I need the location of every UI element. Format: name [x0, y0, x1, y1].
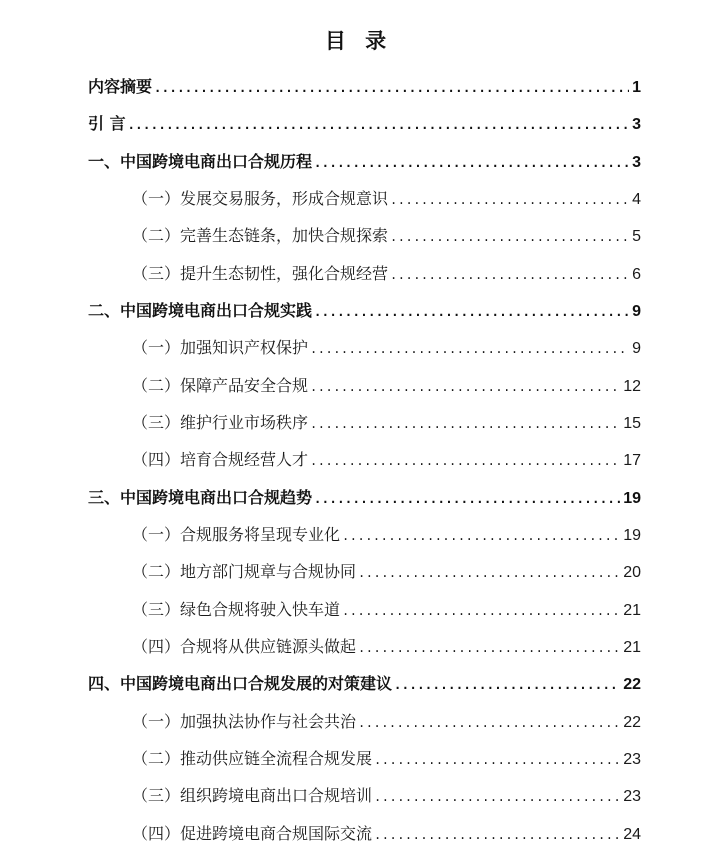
dot-leader [394, 667, 620, 704]
dot-leader [390, 219, 629, 256]
toc-entry-page: 3 [632, 116, 641, 134]
dot-leader [128, 107, 630, 144]
toc-entry-label: （一）发展交易服务，形成合规意识 [132, 188, 389, 208]
toc-entry[interactable] [0, 777, 717, 814]
toc-entry-page: 24 [623, 825, 641, 843]
toc-entry-label: （一）合规服务将呈现专业化 [132, 524, 341, 544]
dot-leader [358, 630, 620, 667]
toc-entry-label: 内容摘要 [88, 77, 153, 96]
toc-entry[interactable] [0, 591, 717, 628]
toc-entry[interactable] [0, 740, 717, 777]
toc-entry-label: （二）地方部门规章与合规协同 [132, 562, 357, 582]
dot-leader [342, 593, 620, 630]
toc-entry[interactable] [0, 553, 717, 590]
toc-entry-page: 23 [623, 750, 641, 768]
toc-entry-page: 22 [623, 676, 641, 694]
toc-entry[interactable] [0, 441, 717, 478]
dot-leader [314, 145, 629, 182]
toc-entry-label: （一）加强执法协作与社会共治 [132, 711, 357, 731]
toc-entry-label: （四）培育合规经营人才 [132, 450, 309, 470]
dot-leader [154, 70, 629, 107]
toc-entry-page: 23 [623, 788, 641, 806]
toc-entry[interactable] [0, 329, 717, 366]
dot-leader [310, 406, 620, 443]
toc-entry[interactable] [0, 68, 717, 105]
dot-leader [314, 481, 620, 518]
toc-entry-page: 21 [623, 601, 641, 619]
toc-entry[interactable] [0, 367, 717, 404]
toc-entry-page: 19 [623, 526, 641, 544]
toc-entry[interactable] [0, 703, 717, 740]
toc-title: 目 录 [324, 29, 393, 53]
dot-leader [314, 294, 629, 331]
dot-leader [374, 817, 620, 854]
toc-entry[interactable] [0, 404, 717, 441]
dot-leader [358, 705, 620, 742]
toc-entry[interactable] [0, 255, 717, 292]
toc-entry[interactable] [0, 516, 717, 553]
toc-entry-label: 引 言 [88, 114, 126, 134]
toc-entry-label: （二）推动供应链全流程合规发展 [132, 748, 373, 768]
toc-entry-page: 21 [623, 638, 641, 656]
toc-entry[interactable] [0, 105, 717, 142]
toc-entry-label: （一）加强知识产权保护 [132, 338, 309, 358]
toc-entry-page: 6 [632, 265, 641, 283]
dot-leader [342, 518, 620, 555]
toc-entry-label: （四）促进跨境电商合规国际交流 [132, 823, 373, 843]
toc-entry[interactable] [0, 292, 717, 329]
toc-entry-page: 17 [623, 452, 641, 470]
toc-entry[interactable] [0, 479, 717, 516]
dot-leader [310, 443, 620, 480]
toc-entry-label: 二、中国跨境电商出口合规实践 [88, 300, 313, 320]
toc-entry-label: （三）维护行业市场秩序 [132, 412, 309, 432]
dot-leader [310, 369, 620, 406]
toc-entry[interactable] [0, 628, 717, 665]
toc-entry-page: 1 [632, 79, 641, 96]
toc-entry[interactable] [0, 665, 717, 702]
dot-leader [358, 555, 620, 592]
toc-entry[interactable] [0, 217, 717, 254]
toc-entry-label: （三）绿色合规将驶入快车道 [132, 599, 341, 619]
dot-leader [374, 742, 620, 779]
toc-entry-label: （三）提升生态韧性，强化合规经营 [132, 263, 389, 283]
dot-leader [390, 182, 629, 219]
toc-entry[interactable] [0, 143, 717, 180]
dot-leader [374, 779, 620, 816]
toc-entry-label: （四）合规将从供应链源头做起 [132, 636, 357, 656]
toc-entry-page: 22 [623, 713, 641, 731]
toc-entry-label: （三）组织跨境电商出口合规培训 [132, 786, 373, 806]
toc-entry-page: 3 [632, 153, 641, 171]
toc-entry-page: 15 [623, 414, 641, 432]
toc-entry[interactable] [0, 815, 717, 852]
toc-entry-page: 5 [632, 228, 641, 246]
toc-entry-page: 19 [623, 489, 641, 507]
toc-entry-label: （二）保障产品安全合规 [132, 375, 309, 395]
dot-leader [310, 331, 629, 368]
toc-entry-page: 20 [623, 564, 641, 582]
toc-list [0, 68, 717, 852]
toc-entry-page: 9 [632, 340, 641, 358]
toc-entry-label: 四、中国跨境电商出口合规发展的对策建议 [88, 674, 393, 694]
toc-entry-label: 一、中国跨境电商出口合规历程 [88, 151, 313, 171]
toc-entry-page: 4 [632, 190, 641, 208]
toc-entry-label: 三、中国跨境电商出口合规趋势 [88, 487, 313, 507]
toc-entry-page: 12 [623, 377, 641, 395]
toc-entry-label: （二）完善生态链条，加快合规探索 [132, 226, 389, 246]
toc-entry[interactable] [0, 180, 717, 217]
dot-leader [390, 257, 629, 294]
toc-entry-page: 9 [632, 302, 641, 320]
